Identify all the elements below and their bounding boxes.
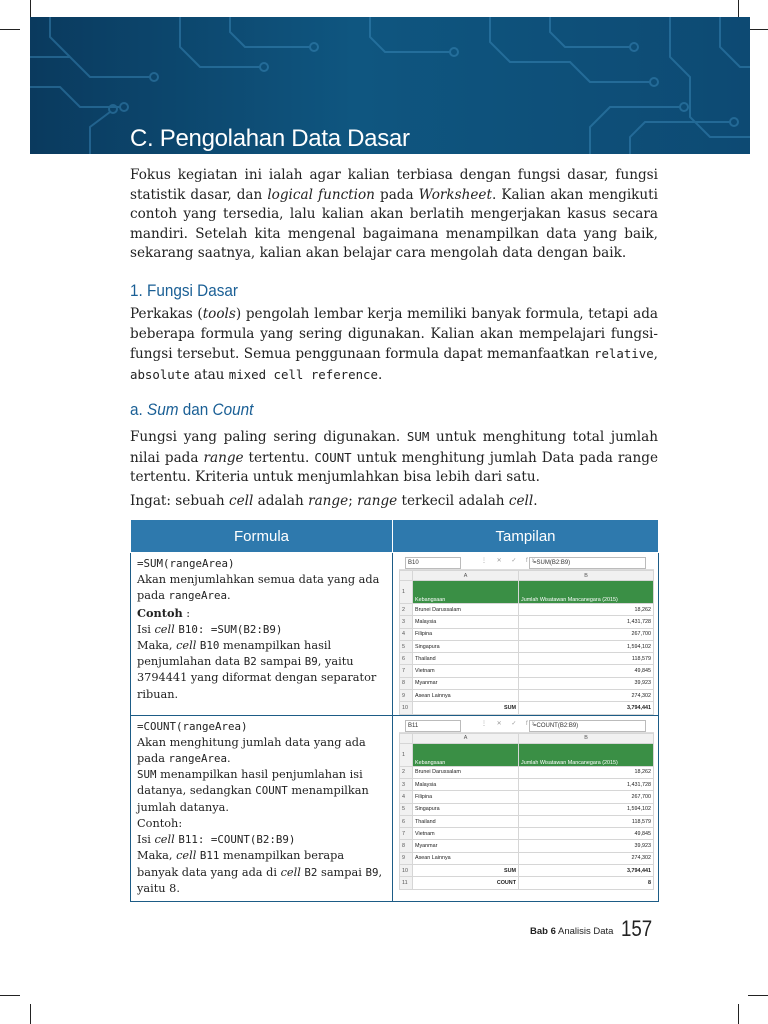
- example-input: Isi cell B10: =SUM(B2:B9): [137, 622, 283, 636]
- sheet-row-number: 10: [400, 865, 413, 877]
- sheet-row-number: 8: [400, 677, 413, 689]
- sheet-row-number: 3: [400, 616, 413, 628]
- sheet-row: [400, 852, 654, 864]
- sheet-cell-a: Brunei Darussalam: [413, 604, 519, 616]
- sheet-row: [400, 791, 654, 803]
- sheet-row: [400, 677, 654, 689]
- sheet-cell-b: 39,923: [519, 677, 654, 689]
- intro-paragraph: Fokus kegiatan ini ialah agar kalian terbiasa dengan fungsi dasar, fungsi statistik dasar, dan logical function pada Worksheet. Kalian akan mengikuti contoh yang tersedia, lalu kalian akan berlatih mengerjakan kasus secara mandiri. Setelah kita mengenal bagaimana menampilkan data yang baik, sekarang saatnya, kalian akan belajar cara mengolah data dengan baik.: [130, 167, 658, 261]
- sheet-cell-a: Asean Lainnya: [413, 852, 519, 864]
- subsection-heading: a. Sum dan Count: [130, 400, 254, 419]
- formula-description: Akan menjumlahkan semua data yang ada pada rangeArea.: [137, 573, 380, 603]
- sheet-row: [400, 778, 654, 790]
- column-header-formula: Formula: [131, 520, 393, 553]
- sheet-cell-b: 267,700: [519, 791, 654, 803]
- formula-box: =COUNT(B2:B9): [529, 720, 646, 732]
- crop-mark: [30, 0, 31, 17]
- sheet-row: [400, 581, 654, 604]
- example-label: Contoh:: [137, 816, 183, 830]
- sheet-cell-a: COUNT: [413, 877, 519, 889]
- note-paragraph: Ingat: sebuah cell adalah range; range terkecil adalah cell.: [130, 493, 538, 509]
- sheet-header-jumlah: Jumlah Wisatawan Mancanegara (2015): [519, 581, 654, 604]
- sheet-row: [400, 815, 654, 827]
- sheet-header-jumlah: Jumlah Wisatawan Mancanegara (2015): [519, 743, 654, 766]
- sheet-column-a-header: A: [413, 733, 519, 743]
- sheet-row: [400, 640, 654, 652]
- formula-bar: [399, 719, 654, 733]
- sheet-row: [400, 653, 654, 665]
- formula-note: SUM menampilkan hasil penjumlahan isi datanya, sedangkan COUNT menampilkan jumlah datanya.: [137, 768, 369, 814]
- sheet-column-a-header: A: [413, 571, 519, 581]
- sheet-row-number: 5: [400, 803, 413, 815]
- sheet-cell-a: Myanmar: [413, 677, 519, 689]
- sheet-cell-b: 3,794,441: [519, 702, 654, 714]
- sheet-cell-a: Malaysia: [413, 616, 519, 628]
- sheet-row-number: 8: [400, 840, 413, 852]
- sheet-cell-a: Myanmar: [413, 840, 519, 852]
- sheet-cell-b: 1,431,728: [519, 616, 654, 628]
- sheet-row: [400, 604, 654, 616]
- sheet-row: [400, 828, 654, 840]
- chapter-label: Bab 6 Analisis Data: [530, 926, 614, 937]
- sheet-row: [400, 628, 654, 640]
- sheet-cell-a: Thailand: [413, 815, 519, 827]
- sheet-cell-a: SUM: [413, 702, 519, 714]
- sheet-row-number: 4: [400, 791, 413, 803]
- formula-description: Akan menghitung jumlah data yang ada pada rangeArea.: [137, 735, 366, 766]
- table-row-count: [131, 715, 659, 901]
- sheet-cell-b: 49,845: [519, 828, 654, 840]
- formula-syntax: =COUNT(rangeArea): [137, 719, 248, 733]
- sheet-row: [400, 690, 654, 702]
- sheet-row-number: 9: [400, 690, 413, 702]
- formula-table: [130, 519, 659, 902]
- formula-cell-count: [131, 715, 393, 901]
- sheet-header-kebangsaan: Kebangsaan: [413, 581, 519, 604]
- sheet-cell-b: 1,431,728: [519, 778, 654, 790]
- sheet-row-number: 4: [400, 628, 413, 640]
- crop-mark: [748, 995, 768, 996]
- sheet-cell-a: Singapura: [413, 640, 519, 652]
- chapter-section-title: C. Pengolahan Data Dasar: [130, 125, 410, 152]
- sheet-cell-b: 18,262: [519, 604, 654, 616]
- sheet-cell-a: Filipina: [413, 628, 519, 640]
- sheet-row: [400, 865, 654, 877]
- crop-mark: [0, 29, 20, 30]
- sheet-row-number: 7: [400, 665, 413, 677]
- subsection-paragraph: Fungsi yang paling sering digunakan. SUM untuk menghitung total jumlah nilai pada range tertentu. COUNT untuk menghitung jumlah Data pada range tertentu. Kriteria untuk menjumlahkan bisa lebih dari satu.: [130, 429, 658, 485]
- sheet-cell-a: Asean Lainnya: [413, 690, 519, 702]
- sheet-cell-b: 8: [519, 877, 654, 889]
- sheet-grid: [399, 570, 654, 715]
- sheet-row-number: 9: [400, 852, 413, 864]
- example-input: Isi cell B11: =COUNT(B2:B9): [137, 833, 296, 847]
- sheet-row: [400, 743, 654, 766]
- display-cell-count: [393, 715, 659, 901]
- sheet-row-number: 7: [400, 828, 413, 840]
- intro-section: [130, 166, 658, 264]
- example-result: Maka, cell B10 menampilkan hasil penjumlahan data B2 sampai B9, yaitu 3794441 yang diformat dengan separator ribuan.: [137, 639, 377, 701]
- sheet-column-b-header: B: [519, 733, 654, 743]
- sheet-cell-b: 118,579: [519, 653, 654, 665]
- sheet-row-number: 1: [400, 581, 413, 604]
- sheet-row-number: 2: [400, 604, 413, 616]
- sheet-cell-b: 1,594,102: [519, 640, 654, 652]
- sheet-header-kebangsaan: Kebangsaan: [413, 743, 519, 766]
- sheet-cell-a: Vietnam: [413, 828, 519, 840]
- display-cell-sum: [393, 553, 659, 716]
- fx-icons: ⋮ ✕ ✓ fx: [481, 720, 539, 727]
- sheet-row-number: 2: [400, 766, 413, 778]
- crop-mark: [738, 0, 739, 17]
- sheet-row: [400, 702, 654, 714]
- sheet-cell-a: Malaysia: [413, 778, 519, 790]
- table-header-row: [131, 520, 659, 553]
- sheet-cell-b: 1,594,102: [519, 803, 654, 815]
- table-row-sum: [131, 553, 659, 716]
- sheet-row-number: 6: [400, 815, 413, 827]
- formula-bar: [399, 556, 654, 570]
- fx-icons: ⋮ ✕ ✓ fx: [481, 558, 539, 564]
- subsection-sum-count: [130, 400, 658, 420]
- sheet-row: [400, 766, 654, 778]
- sheet-row-number: 3: [400, 778, 413, 790]
- sheet-row-number: 6: [400, 653, 413, 665]
- sheet-cell-a: SUM: [413, 865, 519, 877]
- header-banner: [30, 17, 750, 154]
- formula-box: =SUM(B2:B9): [529, 557, 646, 569]
- sheet-cell-a: Brunei Darussalam: [413, 766, 519, 778]
- sheet-row: [400, 616, 654, 628]
- sheet-cell-a: Vietnam: [413, 665, 519, 677]
- crop-mark: [738, 1004, 739, 1024]
- spreadsheet-screenshot-count: [399, 719, 654, 890]
- sheet-cell-b: 274,302: [519, 852, 654, 864]
- sheet-cell-b: 118,579: [519, 815, 654, 827]
- crop-mark: [0, 995, 20, 996]
- crop-mark: [748, 29, 768, 30]
- sheet-corner-cell: [400, 733, 413, 743]
- column-header-tampilan: Tampilan: [393, 520, 659, 553]
- sheet-cell-b: 18,262: [519, 766, 654, 778]
- name-box: B11: [405, 720, 461, 732]
- sheet-cell-b: 267,700: [519, 628, 654, 640]
- section-heading: 1. Fungsi Dasar: [130, 281, 238, 300]
- sheet-row-number: 10: [400, 702, 413, 714]
- sheet-row-number: 1: [400, 743, 413, 766]
- crop-mark: [30, 1004, 31, 1024]
- sheet-corner-cell: [400, 571, 413, 581]
- sheet-row-number: 11: [400, 877, 413, 889]
- section-fungsi-dasar: [130, 281, 658, 301]
- sheet-cell-b: 39,923: [519, 840, 654, 852]
- page-footer: [530, 916, 730, 941]
- example-result: Maka, cell B11 menampilkan berapa banyak data yang ada di cell B2 sampai B9, yaitu 8.: [137, 849, 383, 895]
- sheet-cell-a: Singapura: [413, 803, 519, 815]
- sheet-cell-b: 274,302: [519, 690, 654, 702]
- sheet-cell-b: 3,794,441: [519, 865, 654, 877]
- sheet-cell-a: Thailand: [413, 653, 519, 665]
- formula-cell-sum: [131, 553, 393, 716]
- sheet-row: [400, 803, 654, 815]
- sheet-cell-a: Filipina: [413, 791, 519, 803]
- sheet-column-header-row: [400, 571, 654, 581]
- sheet-row: [400, 877, 654, 889]
- name-box: B10: [405, 557, 461, 569]
- sheet-column-b-header: B: [519, 571, 654, 581]
- sheet-row: [400, 665, 654, 677]
- example-label: Contoh :: [137, 605, 191, 620]
- sheet-cell-b: 49,845: [519, 665, 654, 677]
- sheet-grid: [399, 733, 654, 890]
- spreadsheet-screenshot-sum: [399, 556, 654, 715]
- sheet-row: [400, 840, 654, 852]
- sheet-row-number: 5: [400, 640, 413, 652]
- formula-syntax: =SUM(rangeArea): [137, 557, 235, 570]
- section-paragraph: Perkakas (tools) pengolah lembar kerja memiliki banyak formula, tetapi ada beberapa formula yang sering digunakan. Kalian akan mempelajari fungsi-fungsi tersebut. Semua penggunaan formula dapat memanfaatkan relative, absolute atau mixed cell reference.: [130, 306, 658, 383]
- sheet-column-header-row: [400, 733, 654, 743]
- page-number: 157: [621, 916, 653, 941]
